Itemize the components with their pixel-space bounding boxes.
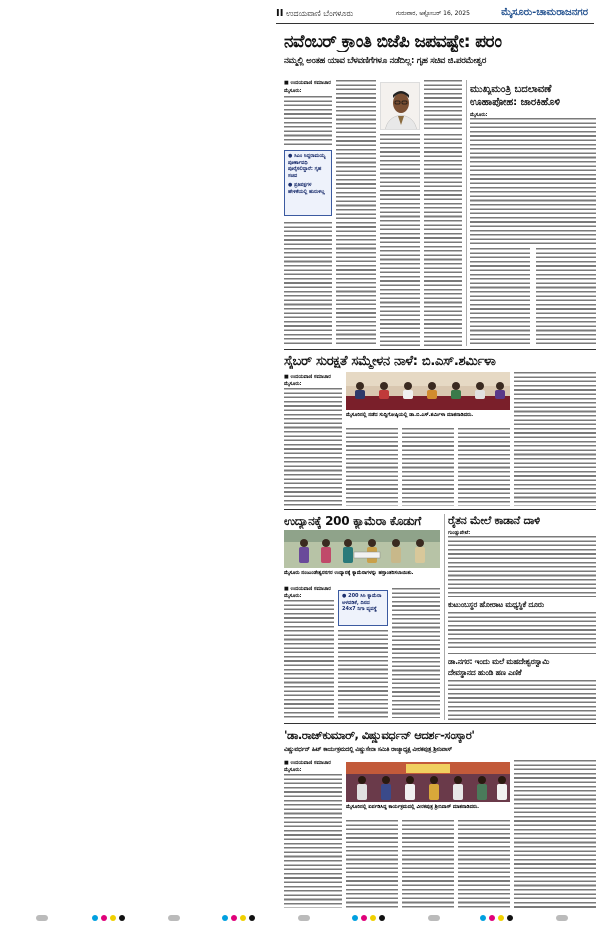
story1-highlights-box xyxy=(284,150,332,216)
story3-col4-text xyxy=(458,428,510,506)
story3-headline: ಸೈಬರ್ ಸುರಕ್ಷತೆ ಸಮ್ಮೇಳನ ನಾಳೆ: ಬಿ.ಎಸ್.ಶರ್ಮಿಳಾ xyxy=(284,354,496,369)
story1-col3-text xyxy=(380,134,420,346)
story5-headline: ರೈತನ ಮೇಲೆ ಕಾಡಾನೆ ದಾಳಿ xyxy=(448,514,540,527)
story1-dateline: ಮೈಸೂರು: xyxy=(284,88,302,94)
story4-headline: ಉದ್ಯಾನಕ್ಕೆ 200 ಕ್ಯಾಮೆರಾ ಕೊಡುಗೆ xyxy=(284,514,421,528)
story8-dateline: ಮೈಸೂರು: xyxy=(284,767,302,773)
story1-byline: ■ ಉದಯವಾಣಿ ಸಮಾಚಾರ xyxy=(284,80,331,86)
story4-col1-text xyxy=(284,600,334,718)
story3-byline: ■ ಉದಯವಾಣಿ ಸಮಾಚಾರ xyxy=(284,374,331,380)
story1-subhead: ನಮ್ಮಲ್ಲಿ ಅಂತಹ ಯಾವ ಬೆಳವಣಿಗೆಗಳೂ ನಡೆದಿಲ್ಲ: ಗೃಹ ಸಚಿವ ಜಿ.ಪರಮೇಶ್ವರ xyxy=(284,56,487,66)
story5-text xyxy=(448,536,596,594)
story2-headline-2: ಊಹಾಪೋಹ: ಜಾರಕಿಹೊಳಿ xyxy=(470,97,561,108)
vishnusena-event-photo xyxy=(346,762,510,802)
story8-col5-text xyxy=(514,760,596,908)
story2-text-col1 xyxy=(470,248,530,346)
story1-highlight-1: ● ಸಿಎಂ ಸಿದ್ದರಾಮಯ್ಯ ಪೂರ್ಣಾವಧಿ ಪೂರೈಸಲಿದ್ದಾರೆ: ಗೃಹ ಸಚಿವ xyxy=(288,153,326,179)
story4-highlight-box: ● 200 ಸಿಸಿ ಕ್ಯಾಮೆರಾ ಅಳವಡಿಕೆ, ದಿನದ 24x7 ನಿಗಾ ವ್ಯವಸ್ಥೆ xyxy=(338,590,388,626)
story8-headline: 'ಡಾ.ರಾಜ್‌ಕುಮಾರ್, ವಿಷ್ಣುವರ್ಧನ್ ಆದರ್ಶ-ಸಂಸ್ಕಾರ' xyxy=(284,728,475,742)
story1-col3b-text xyxy=(424,80,462,130)
story3-col5-text xyxy=(514,372,596,506)
story4-col2-text xyxy=(338,630,388,718)
camera-handover-photo xyxy=(284,530,440,568)
story3-col2-text xyxy=(346,428,398,506)
story2-headline: ಮುಖ್ಯಮಂತ್ರಿ ಬದಲಾವಣೆ xyxy=(470,84,552,95)
story2-text xyxy=(470,118,596,244)
story3-caption: ಮೈಸೂರಿನಲ್ಲಿ ನಡೆದ ಸುದ್ದಿಗೋಷ್ಠಿಯಲ್ಲಿ ಡಾ.ಬಿ.ಎಸ್.ಶರ್ಮಿಳಾ ಮಾತನಾಡಿದರು. xyxy=(346,412,474,418)
paper-name: ಉದಯವಾಣಿ ಬೆಂಗಳೂರು xyxy=(286,9,354,18)
story2-dateline: ಮೈಸೂರು: xyxy=(470,112,488,118)
story3-col3-text xyxy=(402,428,454,506)
story1-col4-text xyxy=(424,134,462,346)
section-title: ಮೈಸೂರು-ಚಾಮರಾಜನಗರ xyxy=(501,7,588,18)
story4-col3-text xyxy=(392,588,440,718)
story6-text xyxy=(448,612,596,650)
page-mark: II xyxy=(276,8,284,19)
story6-headline: ಕುಟುಂಬಸ್ಥರ ಹೋರಾಟ ಮಧ್ಯಸ್ಥಿಕೆ ದೂರು xyxy=(448,600,544,609)
issue-date: ಗುರುವಾರ, ಅಕ್ಟೋಬರ್ 16, 2025 xyxy=(396,10,470,17)
story4-caption: ಮೈಸೂರು ನಂಜುಂಡೇಶ್ವರನಗರ ಉದ್ಯಾನಕ್ಕೆ ಕ್ಯಾಮೆರಾಗಳನ್ನು ಹಸ್ತಾಂತರಿಸಲಾಯಿತು. xyxy=(284,570,414,576)
story8-col1-text xyxy=(284,774,342,908)
story8-col2-text xyxy=(346,820,398,908)
story1-col1-text-lower xyxy=(284,222,332,346)
story1-col2-text xyxy=(336,80,376,346)
print-registration-marks xyxy=(0,912,600,924)
story8-col3-text xyxy=(402,820,454,908)
story7-text xyxy=(448,680,596,720)
story8-col4-text xyxy=(458,820,510,908)
story5-dateline: ಗುಂಡ್ಲುಪೇಟೆ: xyxy=(448,530,471,536)
story2-text-col2 xyxy=(536,248,596,346)
story7-headline-2: ದೇವಸ್ಥಾನದ ಹುಂಡಿ ಹಣ ಎಣಿಕೆ xyxy=(448,668,522,677)
masthead xyxy=(276,6,594,24)
parameshwara-photo xyxy=(380,82,420,130)
story4-byline: ■ ಉದಯವಾಣಿ ಸಮಾಚಾರ xyxy=(284,586,331,592)
story1-col1-text xyxy=(284,96,332,146)
cyber-meet-photo xyxy=(346,372,510,410)
story8-byline: ■ ಉದಯವಾಣಿ ಸಮಾಚಾರ xyxy=(284,760,331,766)
story3-col1-text xyxy=(284,388,342,506)
story7-headline: ಡಾ.ನಗರ: ಇಂದು ಮಲೆ ಮಹದೇಶ್ವರಸ್ವಾಮಿ xyxy=(448,657,550,666)
story4-dateline: ಮೈಸೂರು: xyxy=(284,593,302,599)
story8-subhead: ವಿಷ್ಣುವರ್ಧನ್ ಹಿಟ್ ಕಾರ್ಯಕ್ರಮದಲ್ಲಿ ವಿಷ್ಣುಸೇನಾ ಸಮಿತಿ ರಾಜ್ಯಾಧ್ಯಕ್ಷ ವೀರಕಪುತ್ರ ಶ್ರೀನಿವಾಸ್ xyxy=(284,746,453,753)
story1-headline: ನವೆಂಬರ್ ಕ್ರಾಂತಿ ಬಿಜೆಪಿ ಜಪವಷ್ಟೇ: ಪರಂ xyxy=(284,32,502,52)
story8-caption: ಮೈಸೂರಿನಲ್ಲಿ ಏರ್ಪಡಿಸಿದ್ದ ಕಾರ್ಯಕ್ರಮದಲ್ಲಿ ವೀರಕಪುತ್ರ ಶ್ರೀನಿವಾಸ್ ಮಾತನಾಡಿದರು. xyxy=(346,804,480,810)
story3-dateline: ಮೈಸೂರು: xyxy=(284,381,302,387)
story1-highlight-2: ● ಪ್ರತಿಪಕ್ಷಗಳ ಹೇಳಿಕೆಯಲ್ಲಿ ಹುರುಳಿಲ್ಲ xyxy=(288,182,325,195)
